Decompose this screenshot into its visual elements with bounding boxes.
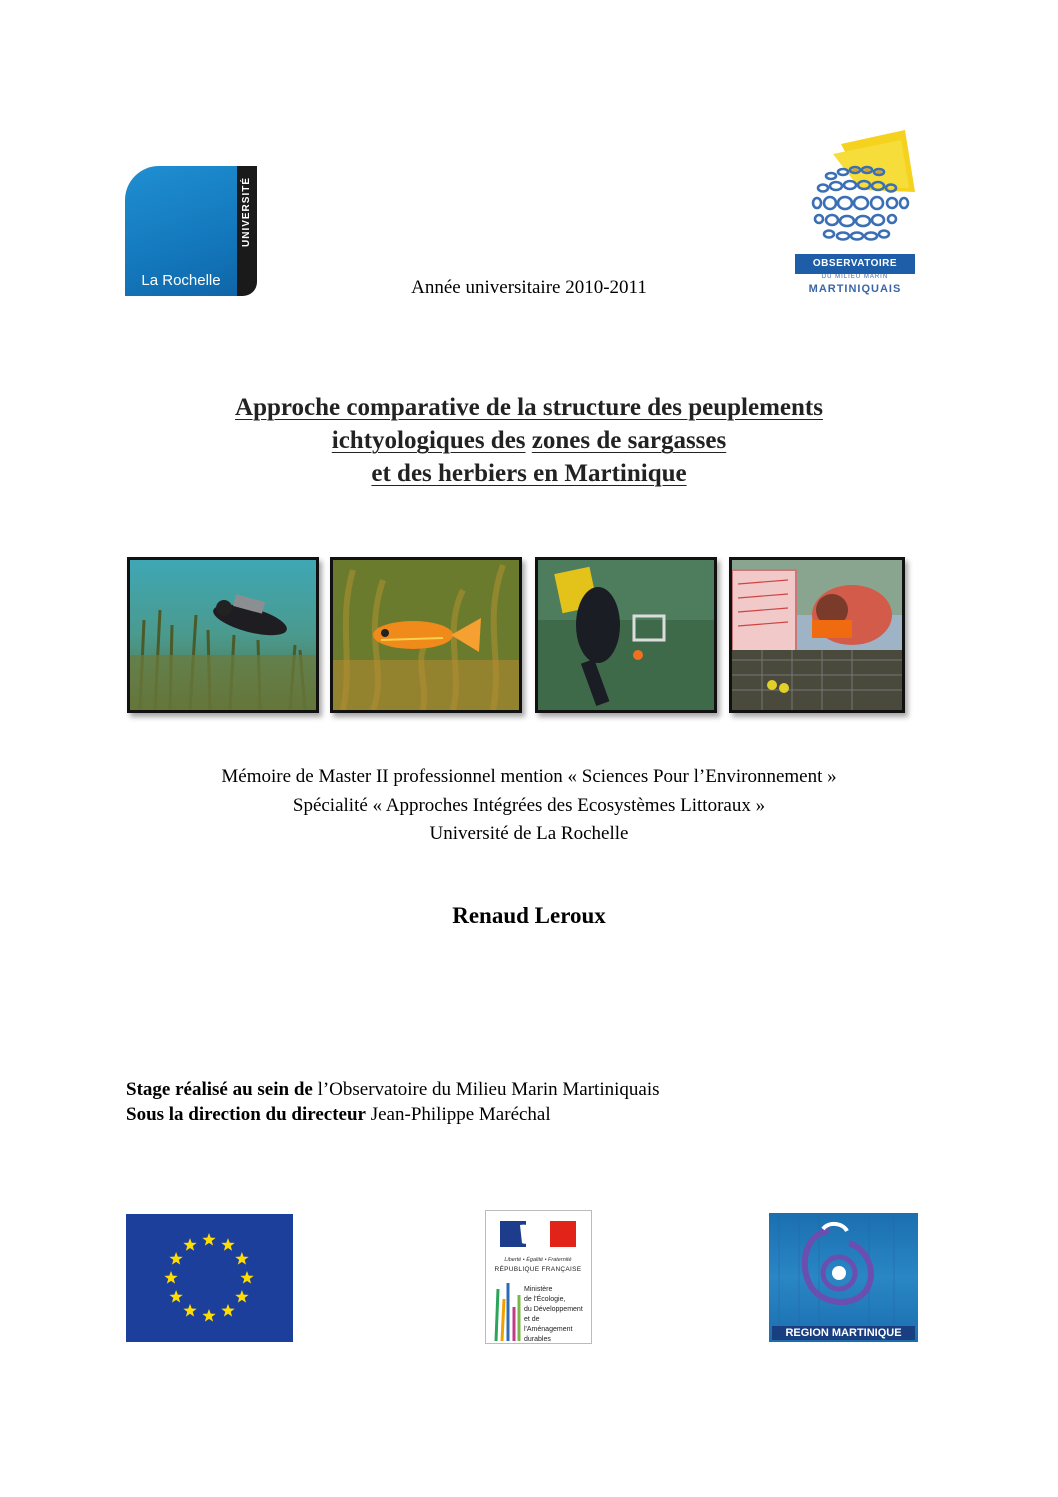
- title-line2b: zones de sargasses: [531, 427, 727, 454]
- ministry-line: Ministère: [524, 1286, 553, 1293]
- eu-star-icon: [164, 1271, 177, 1284]
- eu-star-icon: [221, 1238, 234, 1251]
- title-line3: et des herbiers en Martinique: [371, 460, 687, 487]
- photo-diver-quadrat: [535, 557, 717, 713]
- region-martinique-logo: [769, 1213, 918, 1342]
- ministry-stripes-icon: [492, 1279, 522, 1341]
- observatoire-logo: [793, 130, 921, 298]
- title-line2a: ichtyologiques des: [331, 427, 526, 454]
- memo-line3: Université de La Rochelle: [429, 823, 629, 844]
- stage-line2: [126, 1102, 660, 1127]
- republique-motto: Liberté • Égalité • Fraternité: [504, 1257, 572, 1263]
- republique-francaise-logo: [485, 1210, 592, 1344]
- eu-flag-logo: [126, 1214, 293, 1342]
- logo-universite-text: UNIVERSITÉ: [241, 177, 252, 248]
- eu-star-icon: [240, 1271, 253, 1284]
- photo-fish: [330, 557, 522, 713]
- eu-star-icon: [183, 1238, 196, 1251]
- eu-stars-icon: [126, 1214, 293, 1342]
- region-name: REGION MARTINIQUE: [772, 1326, 915, 1340]
- stage-label2: Sous la direction du directeur: [126, 1104, 366, 1125]
- stage-label1: Stage réalisé au sein de: [126, 1079, 313, 1100]
- memo-block: [0, 763, 1058, 849]
- memo-line1: Mémoire de Master II professionnel mention « Sciences Pour l’Environnement »: [221, 766, 837, 787]
- eu-star-icon: [183, 1304, 196, 1317]
- eu-star-icon: [221, 1304, 234, 1317]
- eu-star-icon: [169, 1252, 182, 1265]
- observatoire-globe-icon: [793, 130, 921, 254]
- observatoire-name-line2: DU MILIEU MARIN: [821, 274, 889, 280]
- observatoire-name-line1: OBSERVATOIRE: [795, 254, 915, 274]
- photo-diver-sargassum: [127, 557, 319, 713]
- eu-star-icon: [235, 1290, 248, 1303]
- stage-line1: [126, 1077, 660, 1102]
- eu-star-icon: [169, 1290, 182, 1303]
- document-title: [0, 391, 1058, 490]
- ministry-line: et de l'Aménagement: [524, 1316, 573, 1333]
- stage-info: [126, 1077, 660, 1127]
- title-line1: Approche comparative de la structure des peuplements: [235, 394, 823, 421]
- ministry-line: de l'Écologie,: [524, 1296, 566, 1303]
- academic-year: Année universitaire 2010-2011: [411, 277, 647, 298]
- photo-researcher-net: [729, 557, 905, 713]
- eu-star-icon: [235, 1252, 248, 1265]
- region-emblem-icon: [769, 1213, 918, 1325]
- eu-star-icon: [202, 1233, 215, 1246]
- logo-city-text: La Rochelle: [141, 272, 221, 289]
- republique-name: RÉPUBLIQUE FRANÇAISE: [494, 1266, 582, 1273]
- marianne-icon: [486, 1211, 591, 1255]
- memo-line2: Spécialité « Approches Intégrées des Ecosystèmes Littoraux »: [292, 794, 766, 816]
- ministry-line: du Développement: [524, 1306, 583, 1313]
- eu-star-icon: [202, 1309, 215, 1322]
- author-name: Renaud Leroux: [452, 903, 606, 928]
- ministry-name: [524, 1285, 588, 1345]
- stage-value1: l’Observatoire du Milieu Marin Martiniquais: [317, 1079, 660, 1100]
- observatoire-name-line3: MARTINIQUAIS: [808, 283, 902, 295]
- stage-value2: Jean-Philippe Maréchal: [370, 1104, 551, 1125]
- ministry-line: durables: [524, 1336, 551, 1343]
